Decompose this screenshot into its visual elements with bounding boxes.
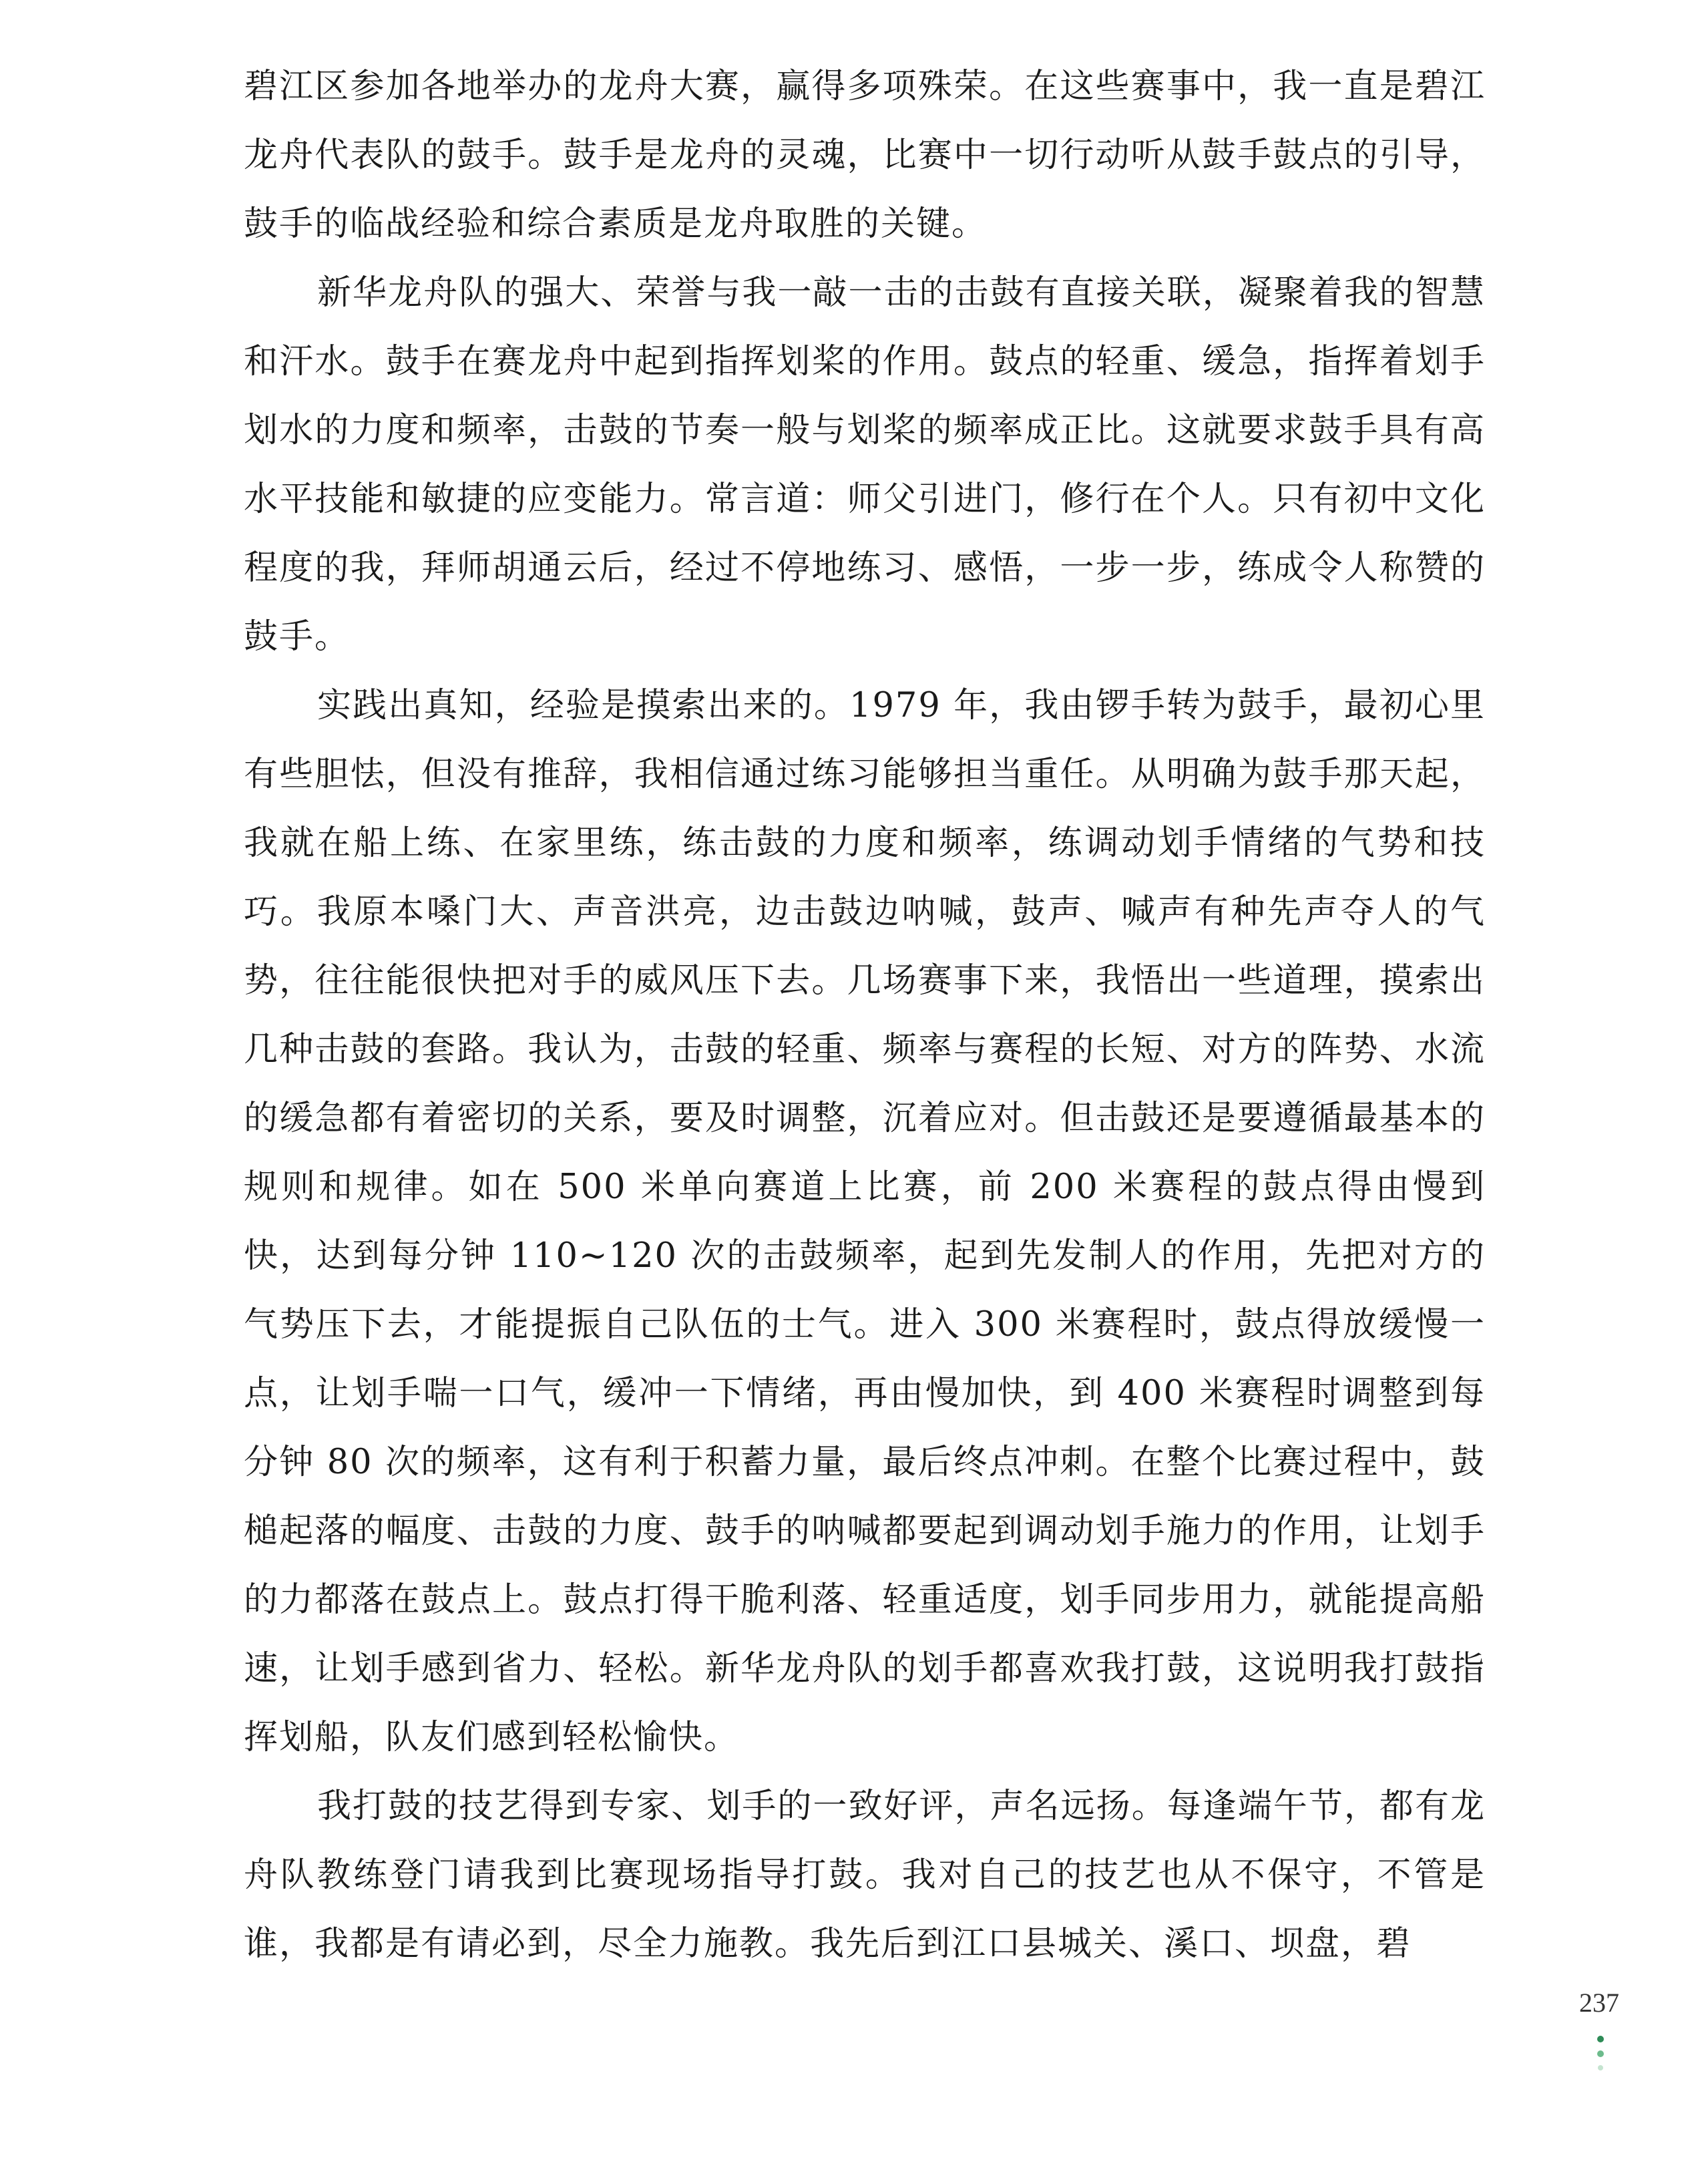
decorative-dot-icon bbox=[1597, 2050, 1604, 2057]
body-text bbox=[244, 52, 1486, 1978]
paragraph-1: 碧江区参加各地举办的龙舟大赛，赢得多项殊荣。在这些赛事中，我一直是碧江龙舟代表队的鼓手。鼓手是龙舟的灵魂，比赛中一切行动听从鼓手鼓点的引导，鼓手的临战经验和综合素质是龙舟取胜的关键。 bbox=[244, 67, 1486, 244]
paragraph-4: 我打鼓的技艺得到专家、划手的一致好评，声名远扬。每逢端午节，都有龙舟队教练登门请我到比赛现场指导打鼓。我对自己的技艺也从不保守，不管是谁，我都是有请必到，尽全力施教。我先后到江口县城关、溪口、坝盘，碧 bbox=[244, 1787, 1486, 1964]
decorative-dot-icon bbox=[1597, 2036, 1604, 2042]
paragraph-2: 新华龙舟队的强大、荣誉与我一敲一击的击鼓有直接关联，凝聚着我的智慧和汗水。鼓手在赛龙舟中起到指挥划桨的作用。鼓点的轻重、缓急，指挥着划手划水的力度和频率，击鼓的节奏一般与划桨的频率成正比。这就要求鼓手具有高水平技能和敏捷的应变能力。常言道：师父引进门，修行在个人。只有初中文化程度的我，拜师胡通云后，经过不停地练习、感悟，一步一步，练成令人称赞的鼓手。 bbox=[244, 273, 1486, 657]
decorative-dot-icon bbox=[1598, 2065, 1603, 2070]
paragraph-3: 实践出真知，经验是摸索出来的。1979 年，我由锣手转为鼓手，最初心里有些胆怯，但没有推辞，我相信通过练习能够担当重任。从明确为鼓手那天起，我就在船上练、在家里练，练击鼓的力度和频率，练调动划手情绪的气势和技巧。我原本嗓门大、声音洪亮，边击鼓边呐喊，鼓声、喊声有种先声夺人的气势，往往能很快把对手的威风压下去。几场赛事下来，我悟出一些道理，摸索出几种击鼓的套路。我认为，击鼓的轻重、频率与赛程的长短、对方的阵势、水流的缓急都有着密切的关系，要及时调整，沉着应对。但击鼓还是要遵循最基本的规则和规律。如在 500 米单向赛道上比赛，前 200 米赛程的鼓点得由慢到快，达到每分钟 110~120 次的击鼓频率，起到先发制人的作用，先把对方的气势压下去，才能提振自己队伍的士气。进入 300 米赛程时，鼓点得放缓慢一点，让划手喘一口气，缓冲一下情绪，再由慢加快，到 400 米赛程时调整到每分钟 80 次的频率，这有利于积蓄力量，最后终点冲刺。在整个比赛过程中，鼓槌起落的幅度、击鼓的力度、鼓手的呐喊都要起到调动划手施力的作用，让划手的力都落在鼓点上。鼓点打得干脆利落、轻重适度，划手同步用力，就能提高船速，让划手感到省力、轻松。新华龙舟队的划手都喜欢我打鼓，这说明我打鼓指挥划船，队友们感到轻松愉快。 bbox=[244, 686, 1486, 1757]
page-number: 237 bbox=[1579, 1988, 1619, 2018]
